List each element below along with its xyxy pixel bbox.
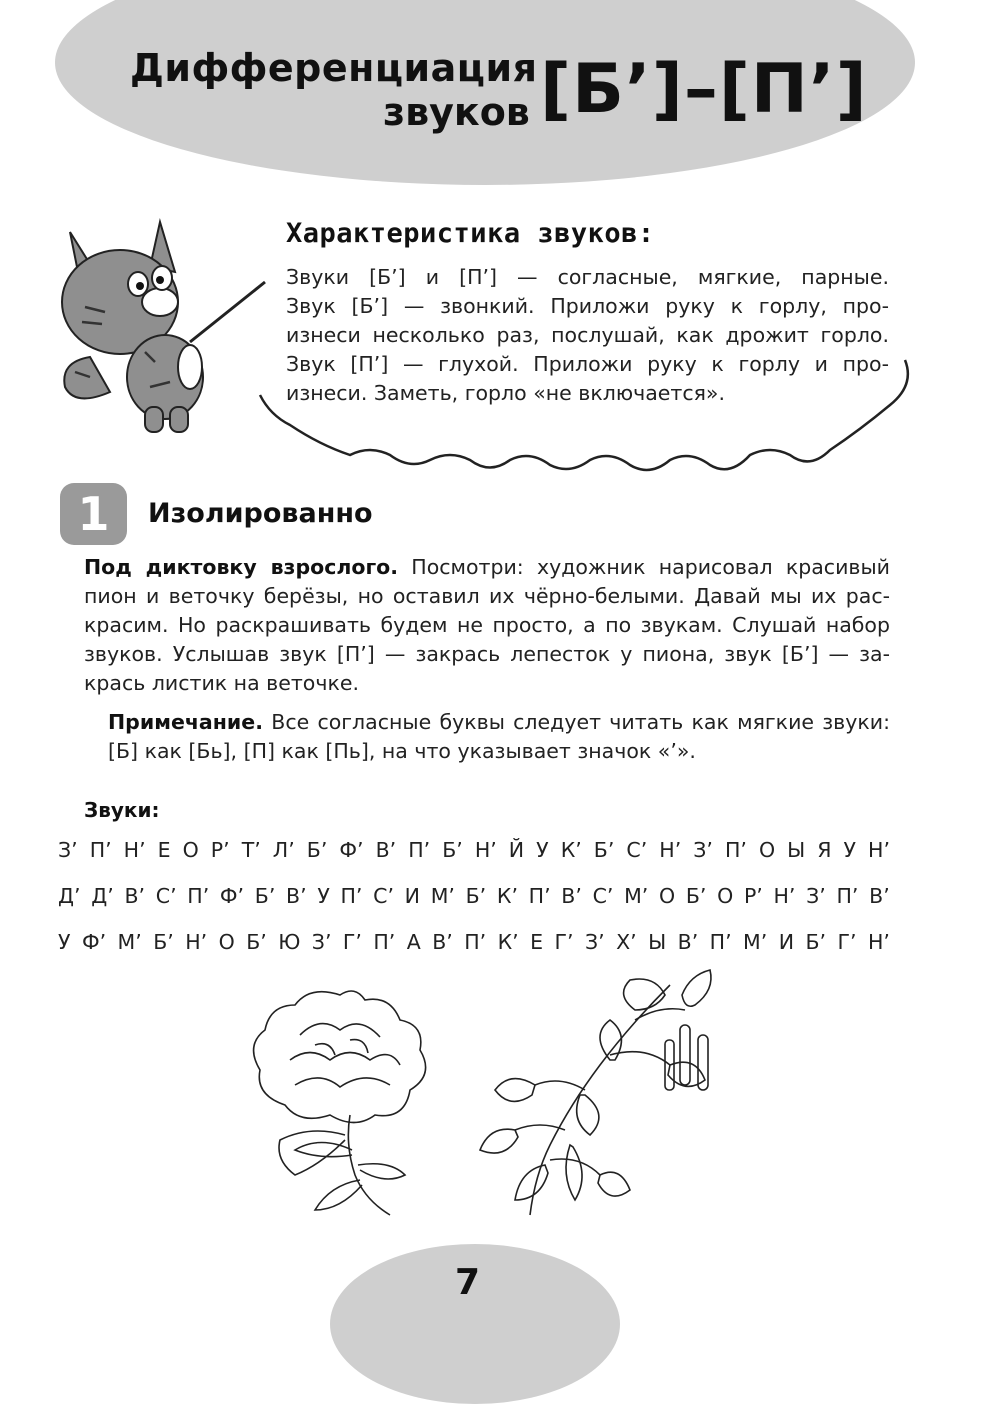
note-line-2: [Б] как [Бь], [П] как [Пь], на что указывает значок «’». xyxy=(108,739,696,763)
sound-item: Ф’ xyxy=(339,838,364,862)
sound-item: З’ xyxy=(58,838,78,862)
sounds-row-1 xyxy=(58,838,890,862)
note-line-1 xyxy=(108,708,890,737)
sound-item: Б’ xyxy=(306,838,328,862)
sound-item: В’ xyxy=(677,930,699,954)
sound-item: В’ xyxy=(375,838,397,862)
sound-item: Б’ xyxy=(246,930,267,954)
sound-item: В’ xyxy=(286,884,307,908)
sound-item: Я xyxy=(817,838,832,862)
sound-item: К’ xyxy=(560,838,582,862)
sound-item: У xyxy=(58,930,71,954)
peony-illustration xyxy=(240,975,440,1225)
sound-item: М’ xyxy=(624,884,649,908)
sound-item: Н’ xyxy=(123,838,146,862)
sound-item: Е xyxy=(530,930,544,954)
sound-item: Х’ xyxy=(616,930,637,954)
note-line-1-text: Все согласные буквы следует читать как мягкие звуки: xyxy=(262,710,890,734)
characteristics-line-5: изнеси. Заметь, горло «не включается». xyxy=(286,381,725,405)
sound-item: П’ xyxy=(709,930,732,954)
sound-item: З’ xyxy=(806,884,826,908)
sound-item: П’ xyxy=(187,884,210,908)
sound-item: Р’ xyxy=(210,838,230,862)
sound-item: П’ xyxy=(724,838,747,862)
sound-item: О xyxy=(758,838,776,862)
task-paragraph-line-4: звуков. Услышав звук [П’] — закрась лепесток у пиона, звук [Б’] — за- xyxy=(84,642,890,666)
sound-item: С’ xyxy=(626,838,648,862)
cat-illustration xyxy=(50,212,275,442)
characteristics-line-3: изнеси несколько раз, послушай, как дрожит горло. xyxy=(286,323,889,347)
sound-item: Н’ xyxy=(773,884,796,908)
sound-item: О xyxy=(717,884,734,908)
sound-item: Ы xyxy=(787,838,806,862)
sound-item: С’ xyxy=(592,884,614,908)
sound-item: Н’ xyxy=(474,838,497,862)
sound-item: В’ xyxy=(432,930,453,954)
sound-item: П’ xyxy=(408,838,431,862)
task-number-badge: 1 xyxy=(60,483,127,545)
title-line-1: Дифференциация xyxy=(130,46,538,90)
sound-item: Н’ xyxy=(185,930,208,954)
title-sounds: [Б’]–[П’] xyxy=(540,50,868,129)
sound-item: П’ xyxy=(373,930,396,954)
characteristics-line-4: Звук [П’] — глухой. Приложи руку к горлу и про- xyxy=(286,352,889,376)
sound-item: У xyxy=(843,838,857,862)
sound-item: В’ xyxy=(124,884,146,908)
task-lead: Под диктовку взрослого. xyxy=(84,555,399,579)
sound-item: Р’ xyxy=(743,884,763,908)
page-number: 7 xyxy=(455,1262,481,1303)
sound-item: Н’ xyxy=(867,930,890,954)
sound-item: В’ xyxy=(561,884,582,908)
sound-item: И xyxy=(404,884,421,908)
sound-item: Г’ xyxy=(342,930,362,954)
sound-item: В’ xyxy=(869,884,890,908)
sound-item: П’ xyxy=(340,884,363,908)
sound-item: Т’ xyxy=(241,838,261,862)
sound-item: К’ xyxy=(496,884,518,908)
sound-item: Г’ xyxy=(554,930,574,954)
title-line-2: звуков xyxy=(383,90,530,134)
sound-item: З’ xyxy=(693,838,713,862)
sound-item: Д’ xyxy=(58,884,81,908)
sound-item: Б’ xyxy=(442,838,463,862)
sound-item: Ф’ xyxy=(219,884,245,908)
sound-item: Ы xyxy=(648,930,667,954)
sound-item: М’ xyxy=(743,930,768,954)
sound-item: М’ xyxy=(117,930,142,954)
sound-item: У xyxy=(317,884,330,908)
sounds-row-3 xyxy=(58,930,890,954)
sound-item: Д’ xyxy=(91,884,114,908)
sound-item: Г’ xyxy=(837,930,857,954)
characteristics-heading: Характеристика звуков: xyxy=(286,218,655,249)
sound-item: Ю xyxy=(278,930,301,954)
characteristics-line-1: Звуки [Б’] и [П’] — согласные, мягкие, парные. xyxy=(286,265,889,289)
sound-item: Й xyxy=(508,838,525,862)
sound-item: Б’ xyxy=(805,930,827,954)
sound-item: Б’ xyxy=(254,884,276,908)
sound-item: И xyxy=(778,930,795,954)
sound-item: П’ xyxy=(836,884,859,908)
sound-item: Ф’ xyxy=(81,930,107,954)
sound-item: К’ xyxy=(497,930,519,954)
sound-item: Л’ xyxy=(272,838,295,862)
sound-item: П’ xyxy=(528,884,551,908)
sound-item: З’ xyxy=(585,930,605,954)
task-paragraph-line-3: красим. Но раскрашивать будем не просто, а по звукам. Слушай набор xyxy=(84,613,890,637)
sound-item: С’ xyxy=(373,884,394,908)
sound-item: О xyxy=(218,930,235,954)
task-paragraph-line-1 xyxy=(84,553,890,582)
birch-illustration xyxy=(470,965,730,1230)
sound-item: А xyxy=(406,930,421,954)
sound-item: Б’ xyxy=(153,930,174,954)
sounds-row-2 xyxy=(58,884,890,908)
task-line-1-text: Посмотри: художник нарисовал красивый xyxy=(398,555,890,579)
sound-item: З’ xyxy=(311,930,332,954)
sound-item: У xyxy=(536,838,549,862)
task-paragraph-line-5: крась листик на веточке. xyxy=(84,671,359,695)
sound-item: Б’ xyxy=(465,884,487,908)
sound-item: С’ xyxy=(155,884,177,908)
sound-item: М’ xyxy=(430,884,455,908)
task-paragraph-line-2: пион и веточку берёзы, но оставил их чёрно-белыми. Давай мы их рас- xyxy=(84,584,890,608)
sound-item: П’ xyxy=(464,930,487,954)
sounds-label: Звуки: xyxy=(84,798,160,822)
sound-item: П’ xyxy=(89,838,112,862)
sound-item: О xyxy=(659,884,676,908)
sound-item: О xyxy=(182,838,199,862)
task-title: Изолированно xyxy=(148,498,373,529)
sound-item: Б’ xyxy=(593,838,615,862)
sound-item: Н’ xyxy=(659,838,682,862)
note-lead: Примечание. xyxy=(108,710,263,734)
characteristics-line-2: Звук [Б’] — звонкий. Приложи руку к горлу, про- xyxy=(286,294,889,318)
sound-item: Б’ xyxy=(685,884,707,908)
sound-item: Н’ xyxy=(868,838,890,862)
sound-item: Е xyxy=(157,838,171,862)
